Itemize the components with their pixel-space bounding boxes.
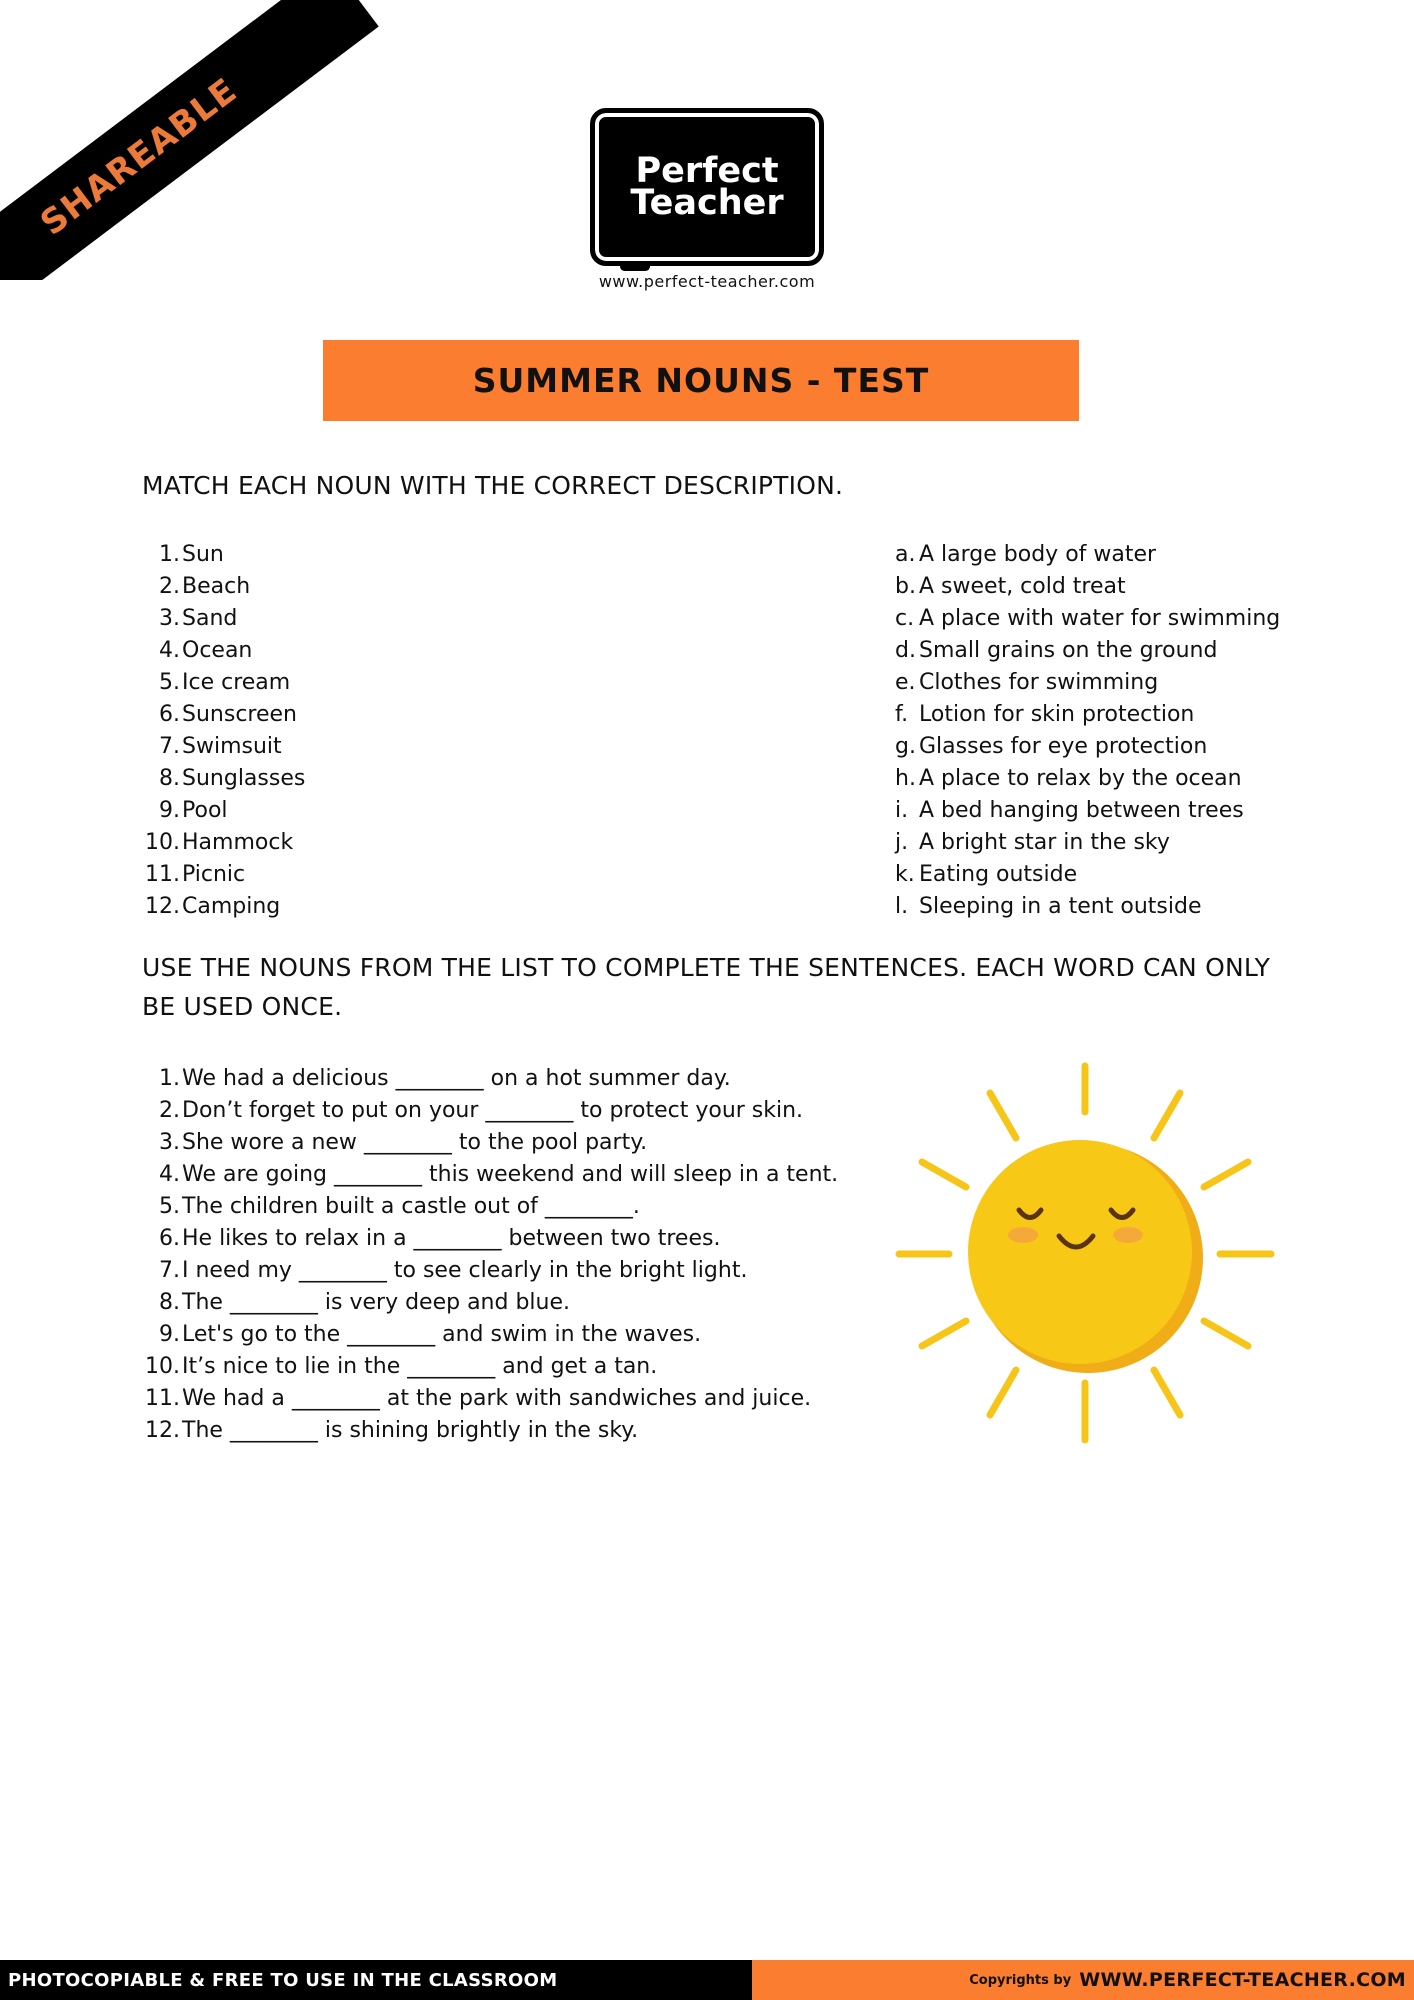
noun-item-text: Sunscreen	[182, 702, 297, 727]
description-item-text: Small grains on the ground	[919, 638, 1218, 663]
description-item-text: A large body of water	[919, 542, 1157, 567]
footer-left-text: PHOTOCOPIABLE & FREE TO USE IN THE CLASSROOM	[8, 1969, 558, 1991]
noun-item-marker: 6.	[159, 702, 180, 727]
description-item-text: Eating outside	[919, 862, 1078, 887]
noun-item-marker: 8.	[159, 766, 180, 791]
perfect-teacher-logo	[590, 108, 824, 278]
sentence-item-text: I need my ________ to see clearly in the bright light.	[182, 1258, 748, 1283]
title-banner	[323, 340, 1079, 421]
sentence-item	[140, 1191, 838, 1223]
copyright-site-link[interactable]: WWW.PERFECT-TEACHER.COM	[1079, 1969, 1406, 1991]
description-item-marker: h.	[895, 766, 916, 791]
sentence-item-text: She wore a new ________ to the pool party.	[182, 1130, 648, 1155]
noun-item	[140, 667, 305, 699]
noun-item	[140, 699, 305, 731]
sentence-item-marker: 1.	[159, 1066, 180, 1091]
sentence-item	[140, 1159, 838, 1191]
sentence-item-text: We are going ________ this weekend and will sleep in a tent.	[182, 1162, 839, 1187]
noun-item-text: Beach	[182, 574, 251, 599]
sentence-item	[140, 1287, 838, 1319]
sentence-item-marker: 4.	[159, 1162, 180, 1187]
description-item	[895, 763, 1280, 795]
sentence-item	[140, 1095, 838, 1127]
sentence-item-marker: 12.	[145, 1418, 180, 1443]
logo-board-icon	[590, 108, 824, 266]
sentence-item-marker: 2.	[159, 1098, 180, 1123]
noun-item-marker: 4.	[159, 638, 180, 663]
sentence-item	[140, 1223, 838, 1255]
description-item	[895, 795, 1280, 827]
description-item-text: Sleeping in a tent outside	[919, 894, 1202, 919]
section2-instruction: USE THE NOUNS FROM THE LIST TO COMPLETE THE SENTENCES. EACH WORD CAN ONLY BE USED ONCE.	[142, 953, 1271, 1021]
noun-item-marker: 3.	[159, 606, 180, 631]
description-item	[895, 827, 1280, 859]
description-item	[895, 667, 1280, 699]
description-item-marker: l.	[895, 894, 909, 919]
description-item-text: A bed hanging between trees	[919, 798, 1244, 823]
noun-item-marker: 10.	[145, 830, 180, 855]
sentence-item-text: The ________ is very deep and blue.	[182, 1290, 571, 1315]
description-item-marker: a.	[895, 542, 916, 567]
sentence-item	[140, 1415, 838, 1447]
description-item	[895, 603, 1280, 635]
noun-item	[140, 859, 305, 891]
noun-item-marker: 11.	[145, 862, 180, 887]
description-item-marker: b.	[895, 574, 916, 599]
description-item-marker: c.	[895, 606, 915, 631]
noun-item-marker: 5.	[159, 670, 180, 695]
logo-url: www.perfect-teacher.com	[598, 272, 816, 291]
sentence-list	[140, 1063, 838, 1447]
noun-item	[140, 891, 305, 923]
noun-item	[140, 763, 305, 795]
noun-item-text: Pool	[182, 798, 228, 823]
smiling-sun-icon	[890, 1060, 1280, 1450]
description-item-marker: d.	[895, 638, 916, 663]
logo-line-1: Perfect	[635, 151, 779, 191]
description-list	[895, 539, 1280, 923]
noun-item-text: Camping	[182, 894, 281, 919]
description-item-marker: g.	[895, 734, 916, 759]
description-item	[895, 571, 1280, 603]
description-item-marker: e.	[895, 670, 916, 695]
footer-right	[752, 1960, 1414, 2000]
noun-item-text: Hammock	[182, 830, 294, 855]
sentence-item	[140, 1255, 838, 1287]
noun-item-text: Sunglasses	[182, 766, 306, 791]
section1-instruction: MATCH EACH NOUN WITH THE CORRECT DESCRIPTION.	[142, 471, 844, 500]
ribbon-text: SHAREABLE	[33, 70, 245, 244]
noun-item-marker: 7.	[159, 734, 180, 759]
description-item	[895, 635, 1280, 667]
sentence-item-marker: 3.	[159, 1130, 180, 1155]
noun-item-marker: 9.	[159, 798, 180, 823]
sentence-item-marker: 5.	[159, 1194, 180, 1219]
noun-item-text: Swimsuit	[182, 734, 282, 759]
sentence-item-text: It’s nice to lie in the ________ and get a tan.	[182, 1354, 658, 1379]
noun-item-marker: 2.	[159, 574, 180, 599]
description-item-text: Lotion for skin protection	[919, 702, 1195, 727]
description-item-marker: i.	[895, 798, 909, 823]
description-item-text: A sweet, cold treat	[919, 574, 1126, 599]
noun-list	[140, 539, 305, 923]
sentence-item-marker: 8.	[159, 1290, 180, 1315]
sentence-item-text: We had a ________ at the park with sandwiches and juice.	[182, 1386, 812, 1411]
noun-item	[140, 603, 305, 635]
noun-item	[140, 731, 305, 763]
description-item	[895, 891, 1280, 923]
shareable-ribbon	[0, 0, 380, 280]
description-item-text: Clothes for swimming	[919, 670, 1159, 695]
sentence-item	[140, 1351, 838, 1383]
description-item	[895, 539, 1280, 571]
noun-item	[140, 827, 305, 859]
sentence-item-text: Let's go to the ________ and swim in the waves.	[182, 1322, 702, 1347]
noun-item	[140, 539, 305, 571]
noun-item-text: Ice cream	[182, 670, 291, 695]
sentence-item	[140, 1063, 838, 1095]
sentence-item-marker: 6.	[159, 1226, 180, 1251]
noun-item-marker: 12.	[145, 894, 180, 919]
noun-item	[140, 795, 305, 827]
description-item-text: A place to relax by the ocean	[919, 766, 1242, 791]
sentence-item-marker: 9.	[159, 1322, 180, 1347]
sentence-item-marker: 11.	[145, 1386, 180, 1411]
description-item-marker: k.	[895, 862, 915, 887]
sentence-item	[140, 1127, 838, 1159]
description-item-text: A place with water for swimming	[919, 606, 1281, 631]
sentence-item-text: The children built a castle out of ________.	[182, 1194, 640, 1219]
noun-item	[140, 635, 305, 667]
description-item	[895, 699, 1280, 731]
sentence-item-marker: 10.	[145, 1354, 180, 1379]
sentence-item-text: We had a delicious ________ on a hot summer day.	[182, 1066, 731, 1091]
noun-item-marker: 1.	[159, 542, 180, 567]
noun-item-text: Picnic	[182, 862, 246, 887]
noun-item-text: Sun	[182, 542, 224, 567]
footer-left	[0, 1960, 752, 2000]
sentence-item-marker: 7.	[159, 1258, 180, 1283]
noun-item-text: Ocean	[182, 638, 253, 663]
logo-stand	[620, 262, 650, 271]
copyright-label: Copyrights by	[969, 1972, 1072, 1988]
sentence-item-text: Don’t forget to put on your ________ to protect your skin.	[182, 1098, 804, 1123]
description-item-text: A bright star in the sky	[919, 830, 1170, 855]
noun-item-text: Sand	[182, 606, 238, 631]
logo-line-2: Teacher	[630, 183, 784, 223]
noun-item	[140, 571, 305, 603]
sentence-item	[140, 1383, 838, 1415]
description-item-marker: j.	[895, 830, 909, 855]
description-item-text: Glasses for eye protection	[919, 734, 1208, 759]
description-item-marker: f.	[895, 702, 909, 727]
sentence-item	[140, 1319, 838, 1351]
sentence-item-text: He likes to relax in a ________ between two trees.	[182, 1226, 721, 1251]
sentence-item-text: The ________ is shining brightly in the sky.	[182, 1418, 639, 1443]
description-item	[895, 859, 1280, 891]
description-item	[895, 731, 1280, 763]
page-title: SUMMER NOUNS - TEST	[472, 361, 930, 400]
